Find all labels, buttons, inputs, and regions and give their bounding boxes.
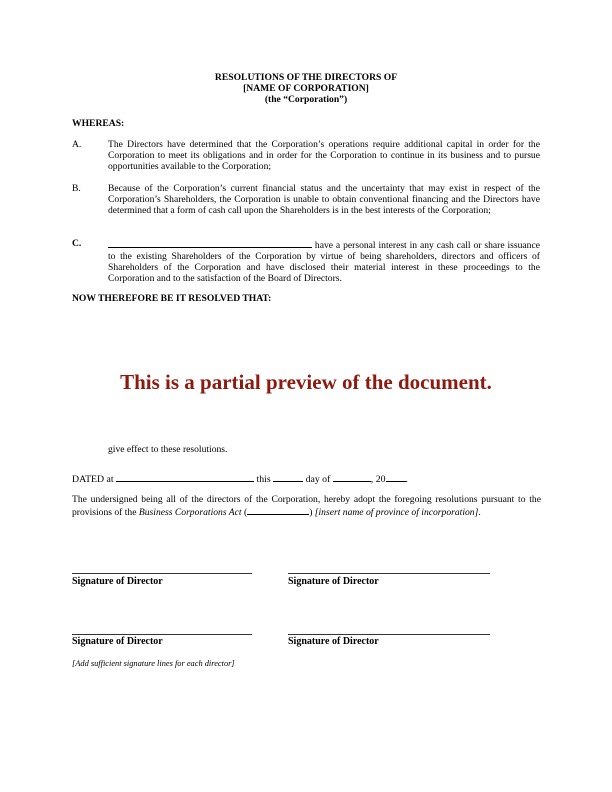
signature-line-1[interactable] bbox=[72, 573, 252, 574]
dated-day-of: day of bbox=[303, 474, 333, 485]
clause-b-text: Because of the Corporation’s current financial status and the uncertainty that may exist in respect of the Corporation’s Shareholders, the Corporation is unable to obtain conventional financing and the Directors have determined that a form of cash call upon the Shareholders is in the best interests of the Corporation; bbox=[108, 183, 540, 216]
signature-label-4: Signature of Director bbox=[288, 636, 379, 647]
signature-line-4[interactable] bbox=[288, 634, 490, 635]
document-title: RESOLUTIONS OF THE DIRECTORS OF bbox=[214, 72, 398, 83]
dated-end: . bbox=[405, 474, 408, 485]
act-name: Business Corporations Act bbox=[138, 507, 242, 518]
corporation-name-placeholder: [NAME OF CORPORATION] bbox=[243, 83, 369, 94]
undersigned-end: . bbox=[478, 507, 481, 518]
truncated-line-text: give effect to these resolutions. bbox=[108, 444, 228, 455]
clause-a-label: A. bbox=[72, 139, 82, 150]
truncated-line bbox=[108, 444, 408, 456]
clause-c-label: C. bbox=[72, 238, 82, 249]
dated-this: this bbox=[254, 474, 274, 485]
dated-day-blank[interactable] bbox=[273, 472, 303, 482]
paren-open: ( bbox=[241, 507, 248, 518]
signature-label-1: Signature of Director bbox=[72, 576, 163, 587]
signature-label-3: Signature of Director bbox=[72, 636, 163, 647]
clause-b-label: B. bbox=[72, 183, 81, 194]
clause-a-text: The Directors have determined that the Corporation’s operations require additional capital in order for the Corporation to meet its obligations and in order for the Corporation to continue in its business and to pursue opportunities available to the Corporation; bbox=[108, 139, 540, 172]
dated-year-blank[interactable] bbox=[386, 472, 406, 482]
signature-label-2: Signature of Director bbox=[288, 576, 379, 587]
paren-close: ) bbox=[309, 507, 315, 518]
clause-c-text: have a personal interest in any cash call or share issuance to the existing Shareholders of the Corporation by virtue of being shareholders, directors and officers of Shareholders of the Corporation and have disclosed their material interest in these proceedings to the Corporation and to the satisfaction of the Board of Directors. bbox=[108, 240, 540, 284]
resolved-heading: NOW THEREFORE BE IT RESOLVED THAT: bbox=[72, 293, 272, 304]
province-blank[interactable] bbox=[247, 505, 309, 515]
corporation-definition: (the “Corporation”) bbox=[264, 94, 348, 105]
dated-place-blank[interactable] bbox=[116, 472, 254, 482]
signature-note: [Add sufficient signature lines for each director] bbox=[72, 659, 235, 668]
signature-line-2[interactable] bbox=[288, 573, 490, 574]
clause-c-paragraph bbox=[108, 238, 540, 284]
dated-year-prefix: , 20 bbox=[370, 474, 386, 485]
signature-line-3[interactable] bbox=[72, 634, 252, 635]
dated-line bbox=[72, 472, 542, 485]
dated-prefix: DATED at bbox=[72, 474, 117, 485]
undersigned-paragraph bbox=[72, 494, 541, 518]
province-instruction: [insert name of province of incorporation] bbox=[314, 507, 479, 518]
interested-parties-blank[interactable] bbox=[108, 238, 312, 248]
whereas-heading: WHEREAS: bbox=[72, 118, 125, 129]
undersigned-text: The undersigned being all of the directors of the Corporation, hereby adopt the foregoing resolutions pursuant to the provisions of the bbox=[72, 494, 541, 518]
dated-month-blank[interactable] bbox=[333, 472, 371, 482]
partial-preview-notice: This is a partial preview of the document. bbox=[120, 370, 492, 394]
